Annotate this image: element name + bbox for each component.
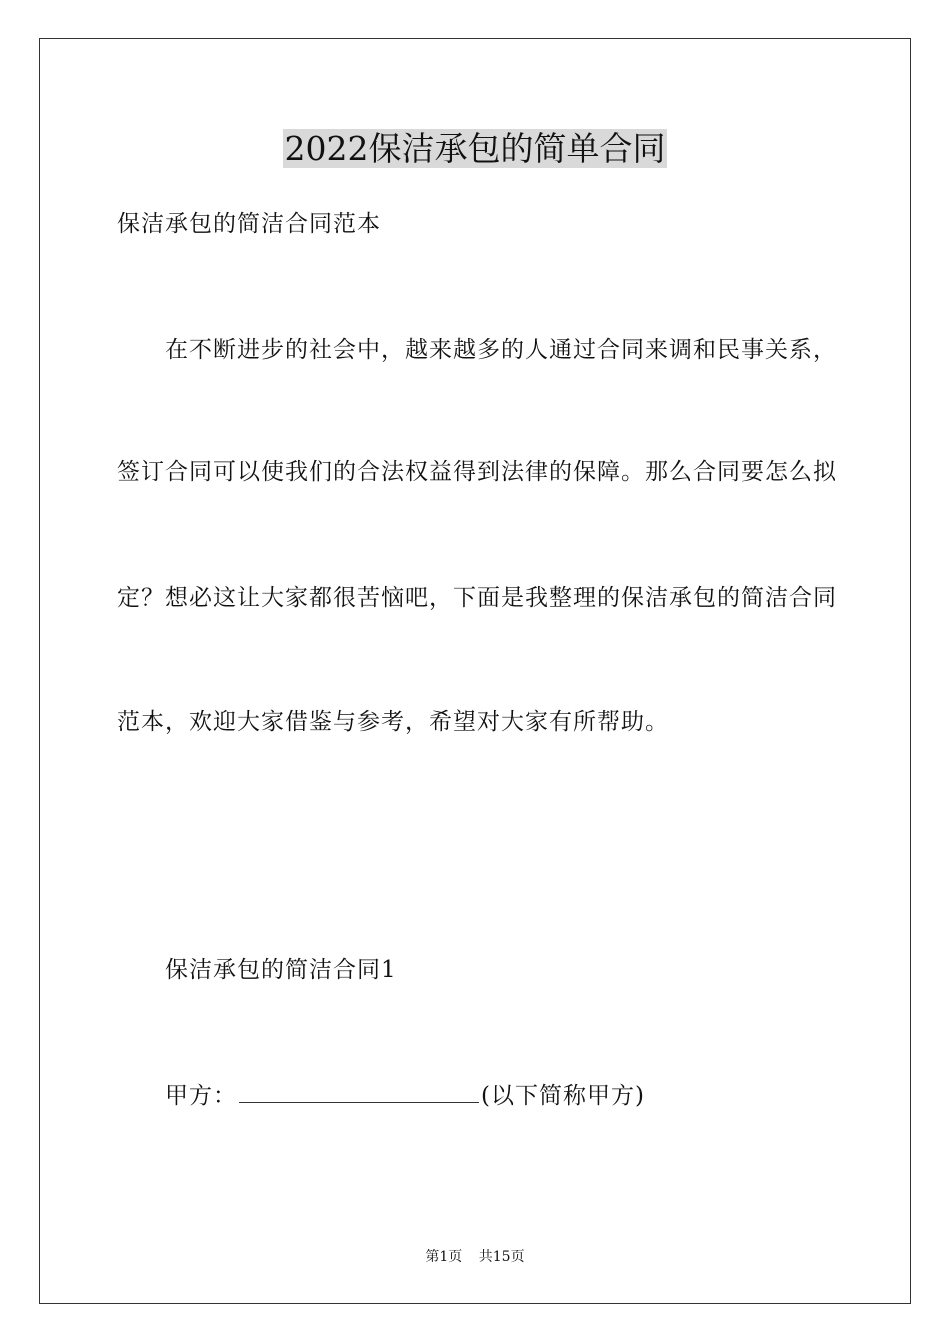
party-a-blank-field [239,1080,479,1103]
intro-line-2: 签订合同可以使我们的合法权益得到法律的保障。那么合同要怎么拟 [117,459,837,485]
section-title: 保洁承包的简洁合同1 [165,957,397,983]
party-a-label: 甲方： [165,1083,237,1109]
party-a-line [165,1080,645,1111]
page-number-current: 第1页 [425,1249,463,1265]
intro-line-3: 定？想必这让大家都很苦恼吧，下面是我整理的保洁承包的简洁合同 [117,585,837,611]
document-title: 2022保洁承包的简单合同 [284,129,666,168]
intro-line-1: 在不断进步的社会中，越来越多的人通过合同来调和民事关系， [165,337,837,363]
page-footer [0,1247,950,1267]
document-subtitle: 保洁承包的简洁合同范本 [117,211,381,237]
party-a-suffix: (以下简称甲方) [481,1083,645,1109]
intro-line-4: 范本，欢迎大家借鉴与参考，希望对大家有所帮助。 [117,709,669,735]
page-number-total: 共15页 [478,1249,525,1265]
